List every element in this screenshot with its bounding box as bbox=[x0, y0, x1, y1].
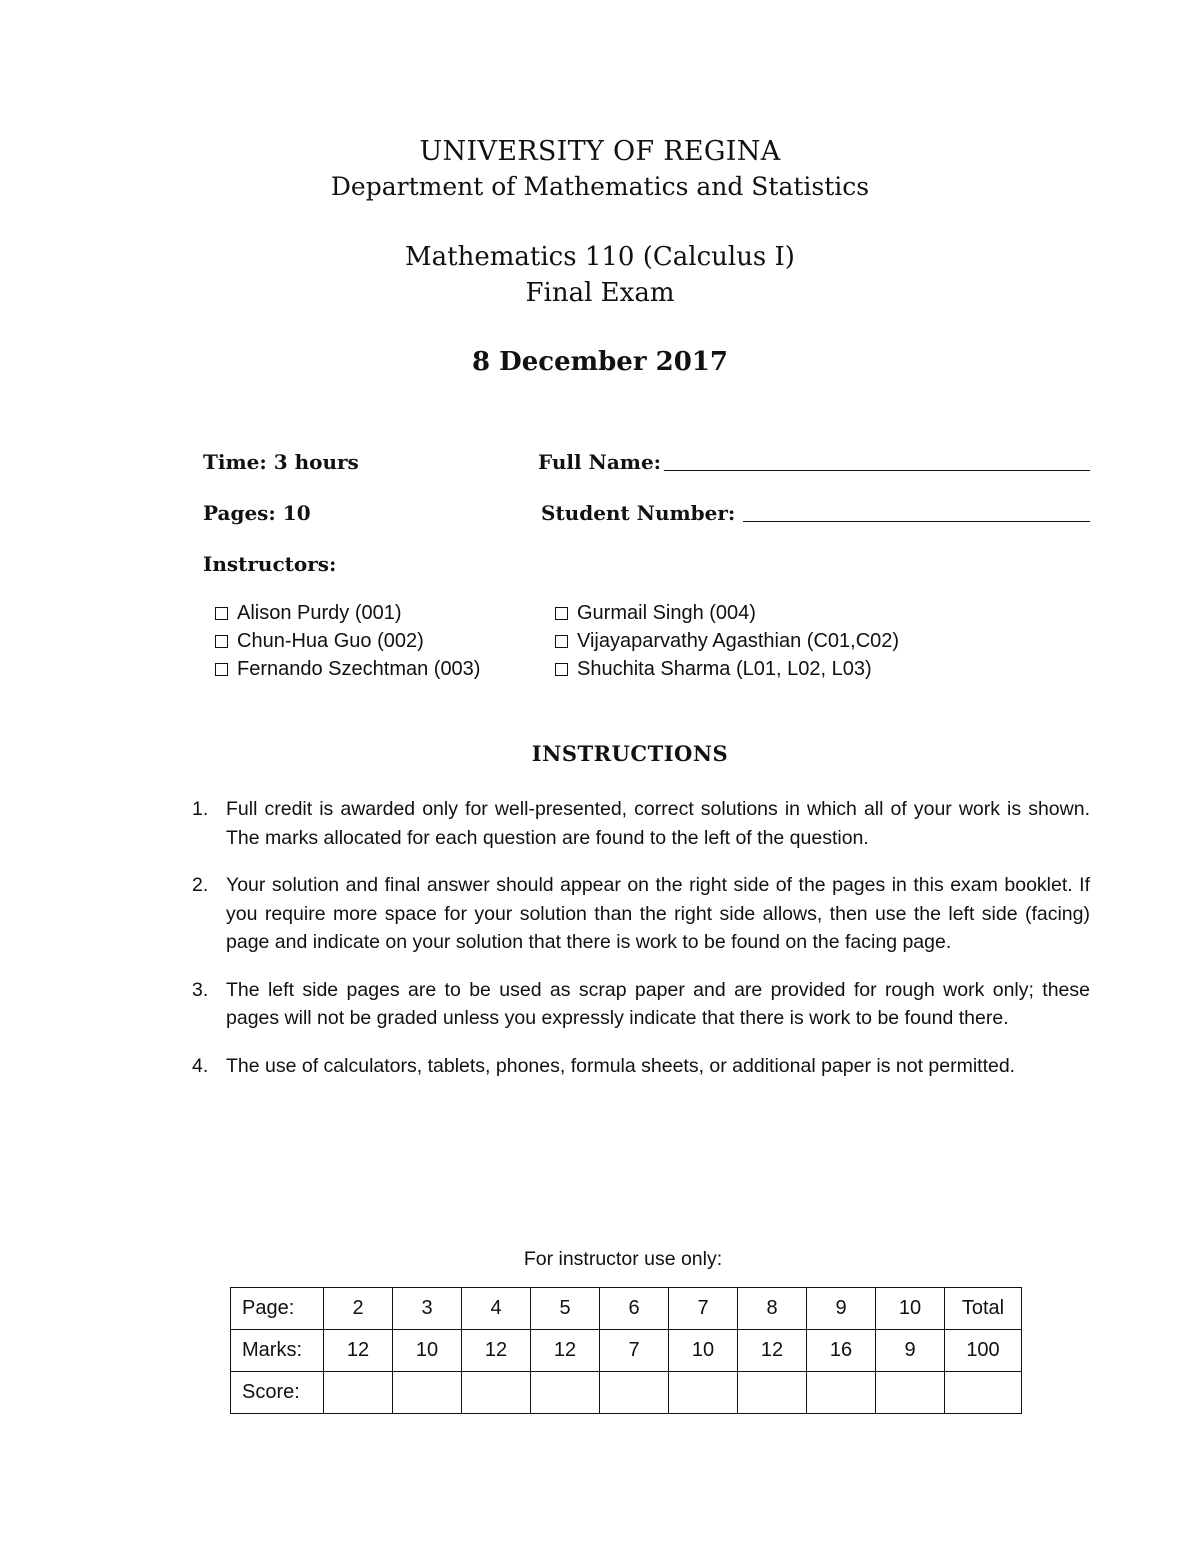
row-header: Marks: bbox=[231, 1330, 324, 1372]
instructor-option[interactable] bbox=[555, 630, 899, 653]
student-number-label: Student Number: bbox=[541, 501, 736, 525]
item-number: 2. bbox=[192, 874, 209, 896]
checkbox[interactable] bbox=[555, 663, 568, 676]
page-cell: 5 bbox=[531, 1288, 600, 1330]
table-row bbox=[231, 1288, 1022, 1330]
instructor-name: Fernando Szechtman (003) bbox=[237, 658, 481, 680]
checkbox[interactable] bbox=[215, 635, 228, 648]
score-cell[interactable] bbox=[462, 1372, 531, 1414]
marks-cell: 7 bbox=[600, 1330, 669, 1372]
marks-cell: 10 bbox=[669, 1330, 738, 1372]
item-number: 4. bbox=[192, 1054, 209, 1077]
page-cell: 10 bbox=[876, 1288, 945, 1330]
full-name-field[interactable] bbox=[664, 470, 1090, 471]
exam-date: 8 December 2017 bbox=[472, 347, 728, 377]
list-item bbox=[192, 871, 1090, 957]
instructor-option[interactable] bbox=[555, 658, 872, 681]
instructor-name: Alison Purdy (001) bbox=[237, 602, 402, 624]
score-cell[interactable] bbox=[738, 1372, 807, 1414]
student-number-field[interactable] bbox=[743, 521, 1090, 522]
checkbox[interactable] bbox=[215, 607, 228, 620]
instructor-name: Chun-Hua Guo (002) bbox=[237, 630, 424, 652]
score-cell[interactable] bbox=[945, 1372, 1022, 1414]
score-cell[interactable] bbox=[531, 1372, 600, 1414]
instructor-name: Gurmail Singh (004) bbox=[577, 602, 756, 624]
instructor-option[interactable] bbox=[215, 630, 424, 653]
score-cell[interactable] bbox=[393, 1372, 462, 1414]
university-name: UNIVERSITY OF REGINA bbox=[419, 136, 781, 167]
row-header: Page: bbox=[231, 1288, 324, 1330]
table-row bbox=[231, 1330, 1022, 1372]
instructors-label: Instructors: bbox=[203, 552, 337, 576]
marks-cell: 9 bbox=[876, 1330, 945, 1372]
instructions-heading: INSTRUCTIONS bbox=[531, 741, 729, 766]
page-cell: 6 bbox=[600, 1288, 669, 1330]
score-cell[interactable] bbox=[600, 1372, 669, 1414]
page-cell: 9 bbox=[807, 1288, 876, 1330]
score-cell[interactable] bbox=[324, 1372, 393, 1414]
item-number: 3. bbox=[192, 978, 209, 1001]
marks-cell: 100 bbox=[945, 1330, 1022, 1372]
page-cell: Total bbox=[945, 1288, 1022, 1330]
list-item bbox=[192, 1052, 1090, 1081]
instructor-use-caption: For instructor use only: bbox=[523, 1248, 723, 1270]
item-number: 1. bbox=[192, 798, 209, 820]
marks-cell: 12 bbox=[324, 1330, 393, 1372]
page-cell: 3 bbox=[393, 1288, 462, 1330]
page-cell: 8 bbox=[738, 1288, 807, 1330]
checkbox[interactable] bbox=[555, 635, 568, 648]
marks-cell: 12 bbox=[462, 1330, 531, 1372]
item-text: The left side pages are to be used as scrap paper and are provided for rough work only; these pages will not be graded unless you expressly indicate that there is work to be found there. bbox=[226, 978, 1090, 1029]
pages-label: Pages: 10 bbox=[203, 501, 311, 525]
table-row bbox=[231, 1372, 1022, 1414]
marks-cell: 10 bbox=[393, 1330, 462, 1372]
row-header: Score: bbox=[231, 1372, 324, 1414]
list-item bbox=[192, 795, 1090, 852]
instructor-name: Shuchita Sharma (L01, L02, L03) bbox=[577, 658, 872, 680]
grading-table bbox=[230, 1287, 1022, 1414]
score-cell[interactable] bbox=[876, 1372, 945, 1414]
item-text: The use of calculators, tablets, phones, formula sheets, or additional paper is not permitted. bbox=[226, 1054, 1016, 1077]
course-title: Mathematics 110 (Calculus I) bbox=[405, 242, 795, 272]
checkbox[interactable] bbox=[555, 607, 568, 620]
list-item bbox=[192, 976, 1090, 1033]
marks-cell: 12 bbox=[531, 1330, 600, 1372]
instructor-option[interactable] bbox=[215, 658, 480, 681]
instructions-list bbox=[192, 795, 1090, 1099]
item-text: Your solution and final answer should appear on the right side of the pages in this exam booklet. If you require more space for your solution than the right side allows, then use the left side (facing) page and indicate on your solution that there is work to be found on the facing page. bbox=[226, 874, 1090, 953]
page-cell: 7 bbox=[669, 1288, 738, 1330]
marks-cell: 16 bbox=[807, 1330, 876, 1372]
marks-cell: 12 bbox=[738, 1330, 807, 1372]
department-name: Department of Mathematics and Statistics bbox=[330, 172, 870, 201]
page-cell: 2 bbox=[324, 1288, 393, 1330]
time-label: Time: 3 hours bbox=[203, 450, 359, 474]
instructor-name: Vijayaparvathy Agasthian (C01,C02) bbox=[577, 630, 900, 652]
item-text: Full credit is awarded only for well-presented, correct solutions in which all of your work is shown. The marks allocated for each question are found to the left of the question. bbox=[226, 798, 1090, 849]
page-cell: 4 bbox=[462, 1288, 531, 1330]
instructor-option[interactable] bbox=[215, 602, 402, 625]
score-cell[interactable] bbox=[669, 1372, 738, 1414]
instructor-option[interactable] bbox=[555, 602, 756, 625]
exam-title: Final Exam bbox=[525, 278, 675, 308]
score-cell[interactable] bbox=[807, 1372, 876, 1414]
full-name-label: Full Name: bbox=[538, 450, 662, 474]
checkbox[interactable] bbox=[215, 663, 228, 676]
